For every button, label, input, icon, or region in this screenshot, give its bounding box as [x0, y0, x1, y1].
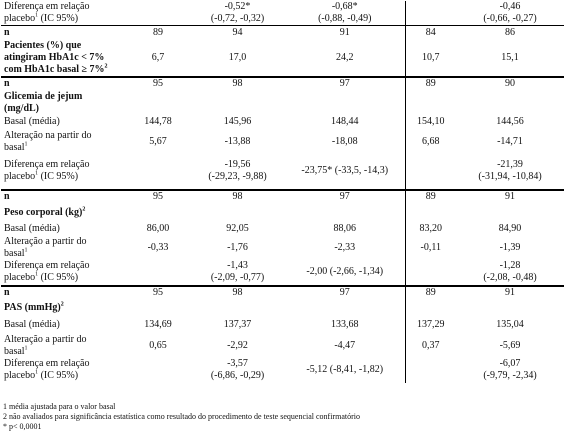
cell-line: -19,56	[224, 159, 251, 170]
cell-value: 98	[232, 287, 243, 298]
cell-value: -13,88	[224, 135, 251, 147]
table-cell	[126, 286, 190, 300]
table-cell	[126, 334, 190, 358]
cell-value: 97	[339, 287, 350, 298]
table-row	[1, 26, 564, 40]
cell-value: 91	[505, 287, 515, 298]
row-label-line: Peso corporal (kg)$^2$	[4, 206, 86, 218]
cell-value: 135,04	[496, 319, 524, 330]
cell-value: 86	[505, 26, 515, 38]
row-label	[1, 300, 126, 317]
cell-value: 83,20	[419, 222, 442, 234]
row-label	[1, 154, 126, 190]
table-cell	[405, 286, 456, 300]
table-cell	[405, 204, 456, 222]
results-table	[1, 1, 564, 383]
cell-value: 98	[232, 191, 243, 202]
table-row	[1, 222, 564, 236]
cell-line: -21,39	[497, 159, 523, 170]
cell-value: 89	[153, 26, 163, 38]
row-label	[1, 317, 126, 334]
cell-line: (-6,86, -0,29)	[210, 370, 265, 381]
cell-value: 98	[232, 78, 243, 89]
cell-line: -6,07	[499, 358, 521, 369]
table-cell	[126, 77, 190, 91]
cell-line: (-2,09, -0,77)	[210, 272, 265, 283]
cell-value: -14,71	[497, 135, 523, 147]
table-cell	[190, 26, 285, 40]
table-row	[1, 115, 564, 130]
row-label-line: placebo$^1$ (IC 95%)	[4, 369, 79, 381]
table-cell	[456, 260, 564, 286]
cell-value: -1,39	[499, 241, 521, 253]
cell-value: -18,08	[331, 135, 358, 147]
table-cell	[126, 236, 190, 260]
table-cell	[456, 300, 564, 317]
table-cell	[285, 190, 405, 204]
table-cell	[126, 190, 190, 204]
table-cell	[285, 130, 405, 154]
table-cell	[190, 286, 285, 300]
cell-value: 24,2	[336, 51, 354, 63]
table-cell	[456, 317, 564, 334]
row-label-line: Alteração a partir do	[4, 235, 87, 247]
cell-value: 84,90	[498, 222, 522, 234]
row-label-line: n	[4, 287, 10, 298]
table-cell	[456, 91, 564, 115]
cell-value: 95	[153, 287, 163, 298]
table-row	[1, 77, 564, 91]
table-cell	[126, 317, 190, 334]
footnote: 2 não avaliados para significância estatística como resultado do procedimento de teste sequencial confirmatório	[3, 412, 360, 421]
table-cell	[190, 317, 285, 334]
table-row	[1, 358, 564, 383]
row-label-line: basal$^1$	[4, 247, 28, 259]
cell-value: -2,92	[227, 339, 248, 351]
row-label	[1, 115, 126, 130]
table-row	[1, 236, 564, 260]
table-cell	[405, 1, 456, 26]
cell-line: -0,52*	[224, 1, 251, 12]
cell-value: -0,11	[420, 241, 441, 253]
cell-value: 133,68	[331, 319, 359, 330]
table-cell	[405, 300, 456, 317]
row-label-line: Basal (média)	[4, 222, 60, 234]
cell-value: 97	[339, 191, 350, 202]
cell-value: 91	[339, 26, 350, 38]
cell-line: -1,43	[227, 260, 248, 271]
cell-value: 6,7	[151, 51, 165, 63]
row-label-line: Alteração a partir do	[4, 333, 87, 345]
cell-value: -2,00 (-2,66, -1,34)	[306, 266, 384, 277]
footnotes	[3, 402, 360, 432]
row-label-line: Diferença em relação	[4, 1, 90, 12]
table-cell	[456, 130, 564, 154]
cell-value: 0,65	[149, 339, 167, 351]
table-cell	[456, 204, 564, 222]
table-cell	[126, 358, 190, 383]
row-label-line: Basal (média)	[4, 319, 60, 330]
table-cell	[285, 286, 405, 300]
table-cell	[190, 300, 285, 317]
cell-value: 89	[425, 191, 436, 202]
table-cell	[405, 77, 456, 91]
cell-value: 95	[153, 191, 163, 202]
row-label	[1, 91, 126, 115]
table-cell	[456, 77, 564, 91]
table-cell	[190, 40, 285, 77]
table-cell	[405, 130, 456, 154]
table-cell	[405, 91, 456, 115]
cell-value: 137,29	[417, 319, 445, 330]
row-label	[1, 286, 126, 300]
cell-value: 5,67	[149, 135, 167, 147]
cell-value: 86,00	[146, 222, 170, 234]
table-cell	[126, 1, 190, 26]
table-row	[1, 154, 564, 190]
table-cell	[190, 358, 285, 383]
table-cell	[285, 358, 405, 383]
row-label-line: Diferença em relação	[4, 260, 90, 271]
row-label-line: (mg/dL)	[4, 102, 39, 114]
table-row	[1, 204, 564, 222]
cell-line: -0,68*	[331, 1, 358, 12]
cell-value: 134,69	[144, 319, 172, 330]
results-table-body	[1, 1, 564, 383]
table-row	[1, 317, 564, 334]
table-cell	[456, 222, 564, 236]
table-cell	[285, 260, 405, 286]
footnote: * p< 0,0001	[3, 422, 42, 431]
cell-value: -4,47	[334, 339, 356, 351]
table-cell	[285, 204, 405, 222]
cell-value: 94	[232, 26, 243, 38]
table-cell	[190, 91, 285, 115]
table-cell	[405, 222, 456, 236]
row-label-line: Diferença em relação	[4, 358, 90, 369]
cell-value: 92,05	[226, 222, 249, 234]
table-cell	[405, 115, 456, 130]
cell-line: (-31,94, -10,84)	[478, 171, 542, 182]
table-cell	[126, 26, 190, 40]
table-cell	[126, 40, 190, 77]
table-cell	[190, 204, 285, 222]
table-cell	[126, 115, 190, 130]
table-cell	[285, 334, 405, 358]
table-cell	[190, 222, 285, 236]
cell-value: 89	[425, 78, 436, 89]
table-cell	[285, 1, 405, 26]
table-cell	[405, 358, 456, 383]
table-row	[1, 130, 564, 154]
row-label	[1, 40, 126, 77]
table-row	[1, 190, 564, 204]
table-cell	[456, 154, 564, 190]
cell-value: -23,75* (-33,5, -14,3)	[301, 165, 389, 176]
table-cell	[456, 286, 564, 300]
table-cell	[126, 260, 190, 286]
table-cell	[405, 154, 456, 190]
row-label-line: basal$^1$	[4, 345, 28, 357]
table-row	[1, 40, 564, 77]
row-label-line: n	[4, 191, 10, 202]
row-label-line: n	[4, 78, 10, 89]
row-label-line: Diferença em relação	[4, 159, 90, 170]
cell-value: 144,56	[496, 116, 524, 127]
cell-line: (-29,23, -9,88)	[208, 171, 267, 182]
row-label-line: PAS (mmHg)$^2$	[4, 301, 64, 313]
row-label	[1, 236, 126, 260]
cell-value: 95	[153, 78, 163, 89]
table-cell	[190, 115, 285, 130]
row-label	[1, 260, 126, 286]
cell-value: -5,12 (-8,41, -1,82)	[306, 364, 384, 375]
table-cell	[126, 130, 190, 154]
row-label-line: placebo$^1$ (IC 95%)	[4, 170, 79, 182]
table-cell	[405, 26, 456, 40]
table-cell	[285, 154, 405, 190]
table-cell	[126, 300, 190, 317]
table-row	[1, 334, 564, 358]
table-cell	[126, 222, 190, 236]
cell-line: (-9,79, -2,34)	[483, 370, 537, 381]
row-label-line: Glicemia de jejum	[4, 90, 83, 102]
table-cell	[456, 1, 564, 26]
table-cell	[456, 358, 564, 383]
table-cell	[190, 77, 285, 91]
table-cell	[285, 300, 405, 317]
cell-value: 144,78	[144, 116, 172, 127]
cell-line: -1,28	[499, 260, 521, 271]
table-cell	[405, 260, 456, 286]
row-label-line: n	[4, 26, 10, 38]
table-cell	[285, 26, 405, 40]
cell-line: (-0,88, -0,49)	[318, 13, 372, 24]
row-label	[1, 130, 126, 154]
row-label	[1, 358, 126, 383]
table-cell	[456, 236, 564, 260]
row-label	[1, 77, 126, 91]
table-cell	[190, 154, 285, 190]
cell-value: 137,37	[223, 319, 252, 330]
table-cell	[190, 334, 285, 358]
table-cell	[285, 236, 405, 260]
cell-value: -1,76	[227, 241, 248, 253]
table-cell	[190, 1, 285, 26]
row-label-line: atingiram HbA1c < 7%	[4, 51, 105, 63]
table-row	[1, 260, 564, 286]
table-row	[1, 91, 564, 115]
table-cell	[126, 204, 190, 222]
table-cell	[190, 190, 285, 204]
row-label	[1, 26, 126, 40]
table-cell	[126, 154, 190, 190]
table-cell	[405, 236, 456, 260]
row-label	[1, 190, 126, 204]
cell-line: (-0,66, -0,27)	[483, 13, 537, 24]
row-label-line: Pacientes (%) que	[4, 39, 82, 51]
row-label-line: placebo$^1$ (IC 95%)	[4, 12, 79, 24]
row-label-line: basal$^1$	[4, 141, 28, 153]
cell-value: 148,44	[331, 116, 359, 127]
cell-value: 15,1	[501, 51, 519, 63]
cell-line: (-0,72, -0,32)	[210, 13, 265, 24]
table-cell	[285, 91, 405, 115]
table-cell	[405, 334, 456, 358]
cell-value: 89	[425, 287, 436, 298]
cell-value: 17,0	[228, 51, 247, 63]
table-cell	[405, 317, 456, 334]
table-cell	[285, 222, 405, 236]
cell-value: 154,10	[417, 116, 445, 127]
row-label	[1, 222, 126, 236]
table-cell	[456, 115, 564, 130]
cell-value: 90	[505, 78, 515, 89]
table-cell	[285, 317, 405, 334]
cell-value: 0,37	[422, 339, 440, 351]
table-cell	[285, 77, 405, 91]
table-cell	[456, 190, 564, 204]
cell-line: -3,57	[227, 358, 248, 369]
table-row	[1, 286, 564, 300]
table-cell	[190, 130, 285, 154]
row-label-line: com HbA1c basal ≥ 7%$^2$	[4, 63, 108, 75]
table-row	[1, 300, 564, 317]
cell-value: 84	[425, 26, 436, 38]
table-cell	[456, 40, 564, 77]
row-label	[1, 1, 126, 26]
cell-value: 97	[339, 78, 350, 89]
cell-value: 145,96	[223, 116, 252, 127]
table-cell	[285, 115, 405, 130]
cell-value: 6,68	[422, 135, 440, 147]
table-cell	[126, 91, 190, 115]
row-label	[1, 204, 126, 222]
table-cell	[456, 26, 564, 40]
table-cell	[456, 334, 564, 358]
row-label	[1, 334, 126, 358]
cell-value: -2,33	[334, 241, 356, 253]
cell-value: -5,69	[499, 339, 521, 351]
cell-line: (-2,08, -0,48)	[483, 272, 537, 283]
table-cell	[190, 260, 285, 286]
row-label-line: Basal (média)	[4, 116, 60, 127]
table-cell	[405, 190, 456, 204]
cell-line: -0,46	[499, 1, 521, 12]
cell-value: 91	[505, 191, 515, 202]
table-cell	[285, 40, 405, 77]
table-row	[1, 1, 564, 26]
cell-value: -0,33	[147, 241, 169, 253]
footnote: 1 média ajustada para o valor basal	[3, 402, 116, 411]
table-cell	[405, 40, 456, 77]
row-label-line: placebo$^1$ (IC 95%)	[4, 271, 79, 283]
cell-value: 10,7	[422, 51, 440, 63]
table-cell	[190, 236, 285, 260]
row-label-line: Alteração na partir do	[4, 129, 92, 141]
cell-value: 88,06	[333, 222, 356, 234]
